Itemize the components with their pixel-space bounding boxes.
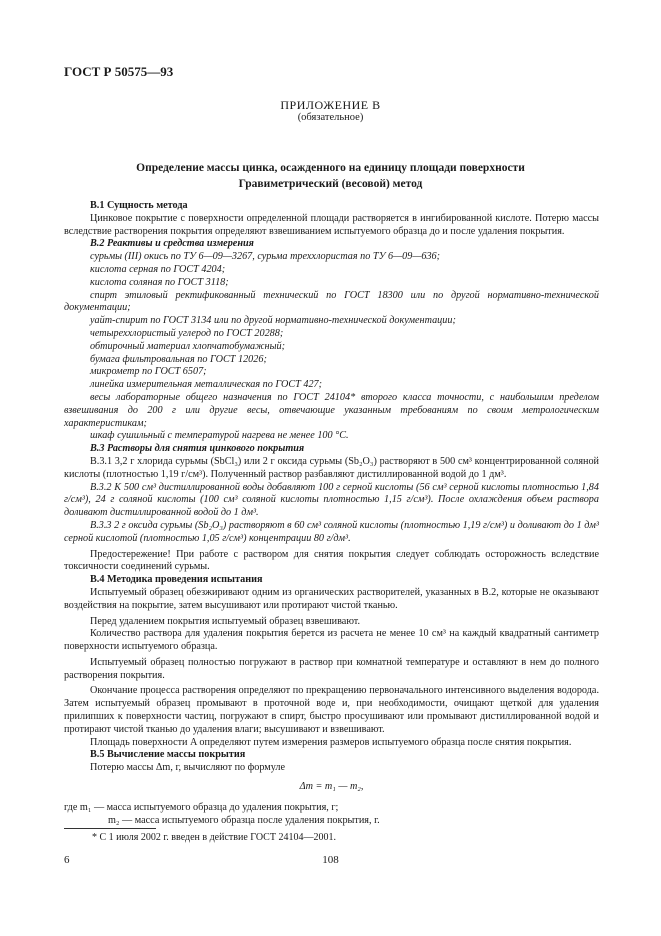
document-title (0, 160, 661, 192)
paragraph: В.3.3 2 г оксида сурьмы (Sb₂O₃) растворяют в 60 см³ соляной кислоты (плотностью 1,19 г/см³) и доливают до 1 дм³ серной кислотой (плотностью 1,05 г/см³) концентрации 80 г/дм³. (64, 519, 599, 544)
page-number-center: 108 (322, 854, 339, 866)
paragraph: Площадь поверхности A определяют путем измерения размеров испытуемого образца после снятия покрытия. (90, 736, 572, 748)
footnote-divider (64, 828, 156, 829)
appendix-subtitle: (обязательное) (297, 112, 364, 123)
formula-legend: m₂ — масса испытуемого образца после удаления покрытия, г. (108, 814, 380, 826)
document-title-line-1: Определение массы цинка, осажденного на единицу площади поверхности (136, 162, 525, 174)
document-title-line-2: Гравиметрический (весовой) метод (238, 178, 423, 190)
list-item: шкаф сушильный с температурой нагрева не менее 100 °С. (90, 430, 349, 442)
section-heading: В.4 Методика проведения испытания (90, 574, 263, 586)
warning-paragraph: Предостережение! При работе с раствором для снятия покрытия следует соблюдать осторожность вследствие токсичности соединений сурьмы. (64, 548, 599, 573)
paragraph: Количество раствора для удаления покрытия берется из расчета не менее 10 см³ на каждый квадратный сантиметр поверхности испытуемого образца. (64, 628, 599, 653)
reagent-list (64, 251, 599, 443)
list-item: весы лабораторные общего назначения по ГОСТ 24104* второго класса точности, с наибольшим пределом взвешивания до 200 г или другие весы, отвечающие указанным требованиям по своим метрологическим характеристикам; (64, 391, 599, 429)
standard-code: ГОСТ Р 50575—93 (64, 64, 174, 79)
list-item: кислота серная по ГОСТ 4204; (90, 263, 226, 275)
list-item: сурьмы (III) окись по ТУ 6—09—3267, сурьма треххлористая по ТУ 6—09—636; (90, 251, 441, 263)
paragraph: Испытуемый образец полностью погружают в раствор при комнатной температуре и оставляют в нем до полного растворения покрытия. (64, 656, 599, 681)
list-item: бумага фильтровальная по ГОСТ 12026; (90, 353, 267, 365)
list-item: обтирочный материал хлопчатобумажный; (90, 340, 285, 352)
document-body (64, 200, 599, 827)
list-item: кислота соляная по ГОСТ 3118; (90, 276, 229, 288)
paragraph: В.3.1 3,2 г хлорида сурьмы (SbCl₃) или 2 г оксида сурьмы (Sb₂O₃) растворяют в 500 см³ концентрированной соляной кислоты (плотностью 1,19 г/см³). Полученный раствор разбавляют дистиллированной водой до 1 дм³. (64, 455, 599, 480)
section-heading: В.3 Растворы для снятия цинкового покрытия (90, 443, 305, 455)
list-item: линейка измерительная металлическая по ГОСТ 427; (90, 379, 323, 391)
paragraph: Окончание процесса растворения определяют по прекращению первоначального интенсивного выделения водорода. Затем испытуемый образец промывают в проточной воде и, при необходимости, очищают щеткой для удаления прилипших к поверхности частиц, погружают в спирт, быстро просушивают или промывают дистиллированной водой и протирают чистой тканью до удаления влаги; высушивают и взвешивают. (64, 685, 599, 735)
list-item: спирт этиловый ректификованный технический по ГОСТ 18300 или по другой нормативно-технической документации; (64, 289, 599, 314)
section-heading: В.2 Реактивы и средства измерения (90, 238, 254, 250)
list-item: микрометр по ГОСТ 6507; (90, 366, 207, 378)
section-heading: В.5 Вычисление массы покрытия (90, 749, 246, 761)
appendix-title: ПРИЛОЖЕНИЕ В (280, 98, 381, 112)
section-heading: В.1 Сущность метода (90, 200, 188, 211)
paragraph: В.3.2 К 500 см³ дистиллированной воды добавляют 100 г серной кислоты (56 см³ серной кислоты плотностью 1,84 г/см³), 24 г соляной кислоты (100 см³ соляной кислоты плотностью 1,15 г/см³). После охлаждения объем раствора доливают дистиллированной водой до 1 дм³. (64, 481, 599, 519)
paragraph: Цинковое покрытие с поверхности определенной площади растворяется в ингибированной кислоте. Потерю массы вследствие растворения покрытия определяют взвешиванием испытуемого образца до и после удаления покрытия. (64, 212, 599, 237)
paragraph: Потерю массы Δm, г, вычисляют по формуле (90, 762, 285, 774)
formula-legend: где m₁ — масса испытуемого образца до удаления покрытия, г; (64, 801, 339, 813)
list-item: четыреххлористый углерод по ГОСТ 20288; (90, 327, 284, 339)
footnote: * С 1 июля 2002 г. введен в действие ГОСТ 24104—2001. (92, 832, 336, 843)
mass-loss-formula: Δm = m₁ — m₂, (299, 781, 364, 793)
paragraph: Испытуемый образец обезжиривают одним из органических растворителей, указанных в В.2, которые не оказывают воздействия на покрытие, затем высушивают или протирают чистой тканью. (64, 586, 599, 611)
page-number-left: 6 (64, 854, 70, 866)
paragraph: Перед удалением покрытия испытуемый образец взвешивают. (90, 615, 361, 627)
list-item: уайт-спирит по ГОСТ 3134 или по другой нормативно-технической документации; (90, 315, 456, 327)
